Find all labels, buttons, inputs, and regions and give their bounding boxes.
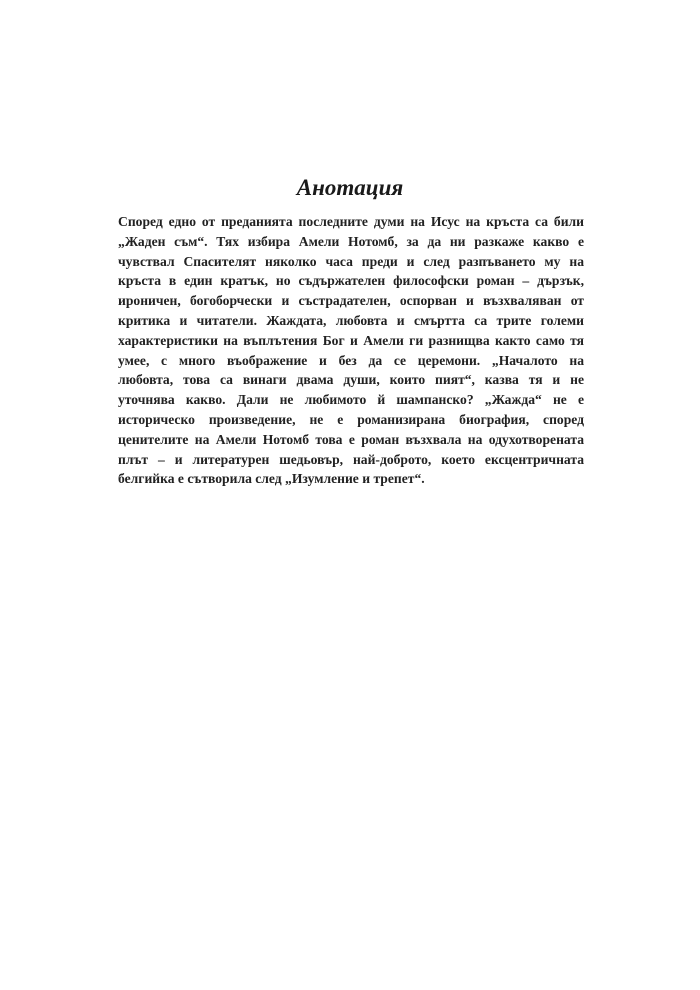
paragraph-line: белгийка е сътворила след „Изумление и трепет“. [118,471,425,487]
paragraph-line: умее, с много въображение и без да се церемони. „Началото на [118,352,584,368]
paragraph-line: „Жаден съм“. Тях избира Амели Нотомб, за да ни разкаже какво е [118,233,584,249]
paragraph-line: критика и читатели. Жаждата, любовта и смъртта са трите големи [118,312,584,328]
paragraph-line: ценителите на Амели Нотомб това е роман възхвала на одухотворената [118,431,584,447]
page-title: Анотация [296,175,404,200]
paragraph-line: Според едно от преданията последните думи на Исус на кръста са били [118,214,584,229]
paragraph-line: характеристики на въплътения Бог и Амели ги разнищва както само тя [118,332,584,348]
paragraph-line: любовта, това са винаги двама души, които пият“, казва тя и не [118,372,584,388]
paragraph-line: историческо произведение, не е романизирана биография, според [118,411,584,427]
paragraph-line: кръста в един кратък, но съдържателен философски роман – дързък, [118,273,584,289]
paragraph-line: ироничен, богоборчески и състрадателен, оспорван и възхваляван от [118,293,584,309]
paragraph-line: плът – и литературен шедьовър, най-доброто, което ексцентричната [118,451,584,467]
annotation-paragraph [118,212,584,489]
paragraph-line: чувствал Спасителят няколко часа преди и след разпъването му на [118,253,584,269]
paragraph-line: уточнява какво. Дали не любимото й шампанско? „Жажда“ не е [118,392,584,408]
